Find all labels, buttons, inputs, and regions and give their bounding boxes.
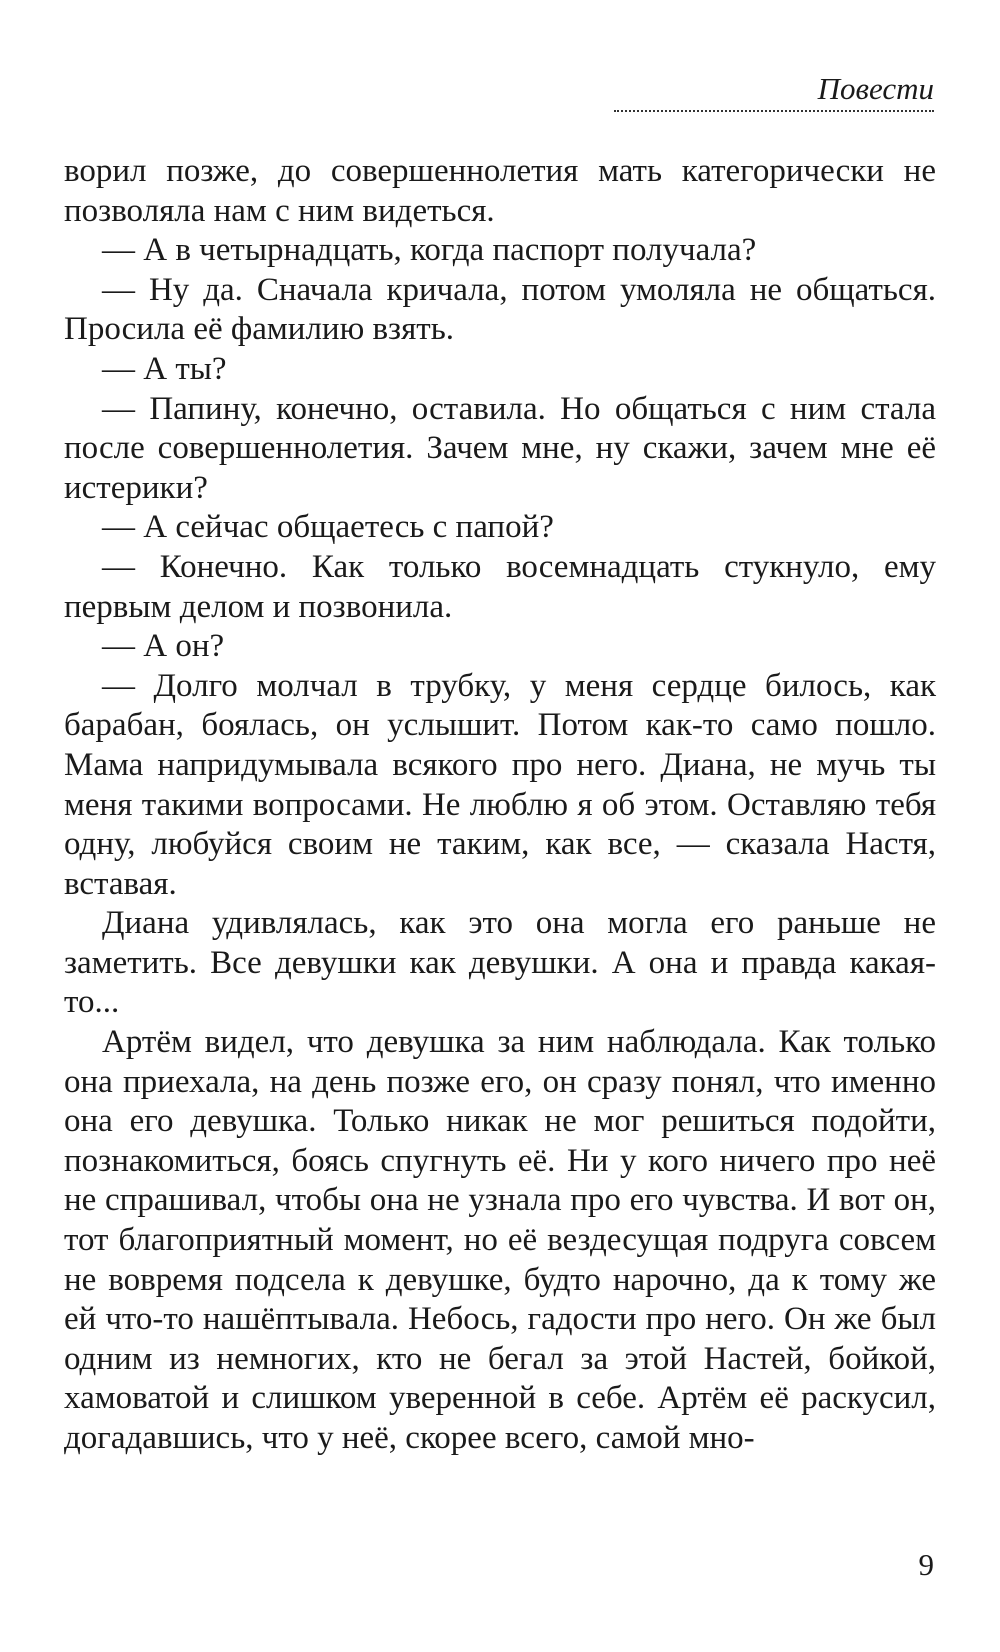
- running-head: [614, 72, 934, 112]
- paragraph: Диана удивлялась, как это она могла его раньше не заметить. Все девушки как девушки. А она и правда какая-то...: [64, 905, 936, 1021]
- header-dotted-rule: [614, 110, 934, 112]
- paragraph: — Папину, конечно, оставила. Но общаться с ним стала после совершеннолетия. Зачем мне, ну скажи, зачем мне её истерики?: [64, 390, 936, 506]
- section-title: Повести: [817, 71, 934, 106]
- page-number: 9: [918, 1547, 934, 1582]
- paragraph: — А ты?: [102, 350, 227, 387]
- paragraph: — Конечно. Как только восемнадцать стукнуло, ему первым делом и позвонила.: [64, 548, 936, 625]
- paragraph: — А в четырнадцать, когда паспорт получала?: [102, 232, 757, 269]
- body-text: [64, 152, 936, 1459]
- paragraph: — А сейчас общаетесь с папой?: [102, 509, 554, 546]
- paragraph: — Ну да. Сначала кричала, потом умоляла не общаться. Просила её фамилию взять.: [64, 271, 936, 348]
- paragraph: ворил позже, до совершеннолетия мать категорически не позволяла нам с ним видеться.: [64, 153, 936, 229]
- paragraph: — Долго молчал в трубку, у меня сердце билось, как барабан, боялась, он услышит. Потом как-то само пошло. Мама напридумывала всякого про него. Диана, не мучь ты меня такими вопросами. Не люблю я об этом. Оставляю тебя одну, любуйся своим не таким, как все, — сказала Настя, вставая.: [64, 667, 936, 902]
- paragraph: Артём видел, что девушка за ним наблюдала. Как только она приехала, на день позже его, он сразу понял, что именно она его девушка. Только никак не мог решиться подойти, познакомиться, боясь спугнуть её. Ни у кого ничего про неё не спрашивал, чтобы она не узнала про его чувства. И вот он, тот благоприятный момент, но её вездесущая подруга совсем не вовремя подсела к девушке, будто нарочно, да к тому же ей что-то нашёптывала. Небось, гадости про него. Он же был одним из немногих, кто не бегал за этой Настей, бойкой, хамоватой и слишком уверенной в себе. Артём её раскусил, догадавшись, что у неё, скорее всего, самой мно-: [64, 1024, 936, 1456]
- paragraph: — А он?: [102, 628, 225, 665]
